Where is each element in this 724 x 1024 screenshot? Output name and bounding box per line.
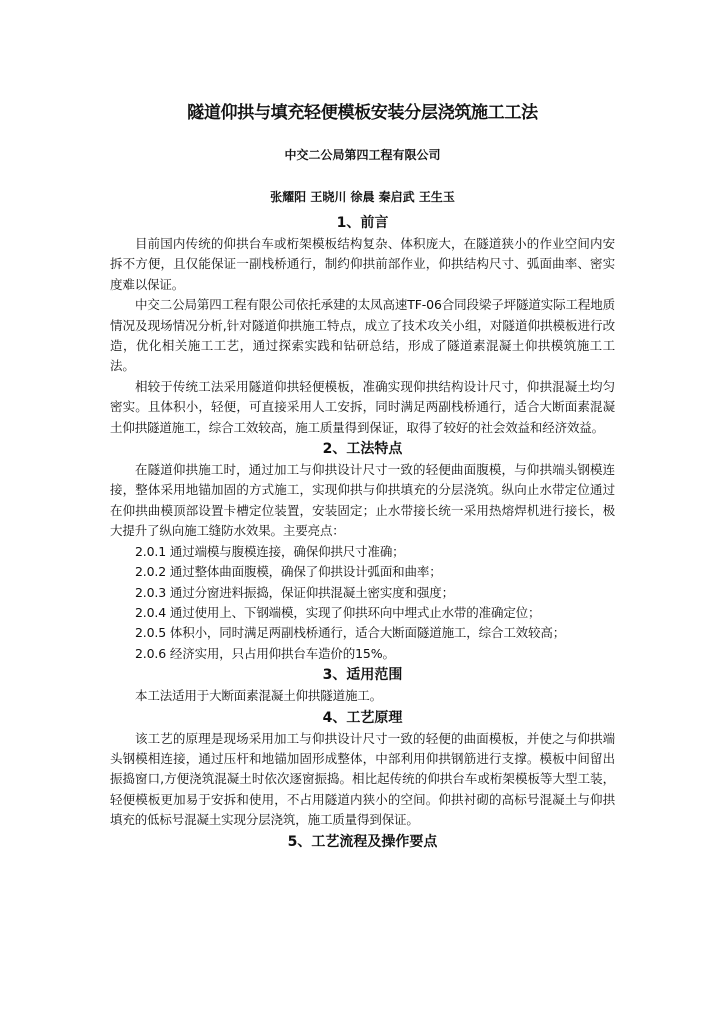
preface-paragraph: 中交二公局第四工程有限公司依托承建的太凤高速TF-06合同段梁子坪隧道实际工程地质情况及现场情况分析,针对隧道仰拱施工特点，成立了技术攻关小组，对隧道仰拱模板进行改造，优化相关施工工艺，通过探索实践和钻研总结，形成了隧道素混凝土仰拱模筑施工工法。 [110,297,615,374]
features-intro-paragraph: 在隧道仰拱施工时，通过加工与仰拱设计尺寸一致的轻便曲面腹模，与仰拱端头钢模连接，整体采用地锚加固的方式施工，实现仰拱与仰拱填充的分层浇筑。纵向止水带定位通过在仰拱曲模顶部设置卡槽定位装置，安装固定；止水带接长统一采用热熔焊机进行接长，极大提升了纵向施工缝防水效果。主要亮点： [110,462,615,539]
author-list: 张耀阳 王晓川 徐晨 秦启武 王生玉 [270,190,455,204]
section-heading-scope: 3、适用范围 [322,667,403,684]
feature-item: 2.0.2 通过整体曲面腹模，确保了仰拱设计弧面和曲率； [135,564,442,580]
document-title: 隧道仰拱与填充轻便模板安装分层浇筑施工工法 [187,103,538,123]
section-heading-features: 2、工法特点 [322,441,403,458]
principle-paragraph: 该工艺的原理是现场采用加工与仰拱设计尺寸一致的轻便的曲面模板，并使之与仰拱端头钢模相连接，通过压杆和地锚加固形成整体，中部利用仰拱钢筋进行支撑。模板中间留出振捣窗口,方便浇筑混凝土时依次逐窗振捣。相比起传统的仰拱台车或桁架模板等大型工装，轻便模板更加易于安拆和使用，不占用隧道内狭小的空间。仰拱衬砌的高标号混凝土与仰拱填充的低标号混凝土实现分层浇筑，施工质量得到保证。 [110,730,615,828]
section-heading-process: 5、工艺流程及操作要点 [287,833,438,850]
document-content [110,100,615,853]
company-name: 中交二公局第四工程有限公司 [284,148,441,162]
feature-item: 2.0.5 体积小，同时满足两副栈桥通行，适合大断面隧道施工，综合工效较高； [135,625,566,641]
feature-item: 2.0.3 通过分窗进料振捣，保证仰拱混凝土密实度和强度； [135,584,454,600]
feature-item: 2.0.1 通过端模与腹模连接，确保仰拱尺寸准确； [135,543,405,559]
scope-paragraph: 本工法适用于大断面素混凝土仰拱隧道施工。 [135,688,383,704]
feature-item: 2.0.6 经济实用，只占用仰拱台车造价的15%。 [135,645,395,661]
preface-paragraph: 相较于传统工法采用隧道仰拱轻便模板，准确实现仰拱结构设计尺寸，仰拱混凝土均匀密实。且体积小，轻便，可直接采用人工安拆，同时满足两副栈桥通行，适合大断面素混凝土仰拱隧道施工，综合工效较高，施工质量得到保证，取得了较好的社会效益和经济效益。 [110,378,615,435]
section-heading-preface: 1、前言 [336,215,389,231]
section-heading-principle: 4、工艺原理 [322,709,403,726]
feature-item: 2.0.4 通过使用上、下钢端模，实现了仰拱环向中埋式止水带的准确定位； [135,604,541,620]
preface-paragraph: 目前国内传统的仰拱台车或桁架模板结构复杂、体积庞大，在隧道狭小的作业空间内安拆不方便，且仅能保证一副栈桥通行，制约仰拱前部作业，仰拱结构尺寸、弧面曲率、密实度难以保证。 [110,236,615,292]
